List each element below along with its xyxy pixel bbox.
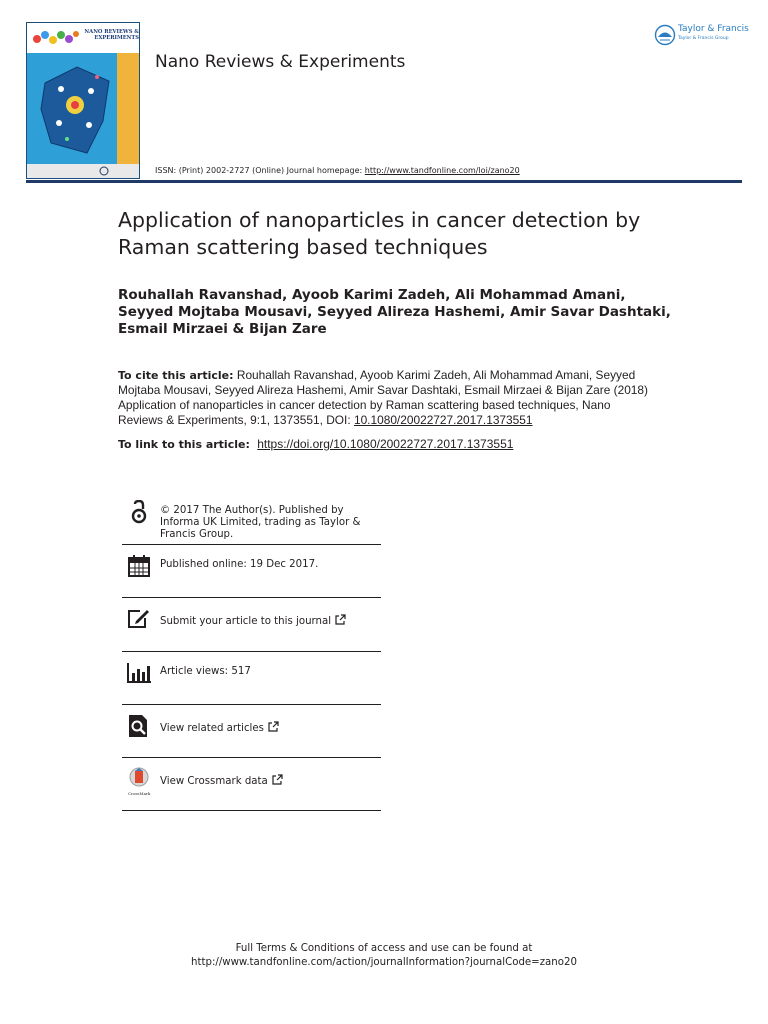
- info-row-license: [122, 497, 381, 545]
- published-date: Published online: 19 Dec 2017.: [160, 559, 319, 570]
- info-row-views: [122, 652, 381, 705]
- journal-homepage-link[interactable]: http://www.tandfonline.com/loi/zano20: [364, 166, 520, 175]
- open-access-icon: [126, 500, 152, 526]
- related-articles-label: View related articles: [160, 723, 264, 734]
- journal-cover-image: [26, 22, 140, 179]
- calendar-icon: [126, 553, 152, 579]
- info-row-related[interactable]: [122, 705, 381, 758]
- info-row-crossmark[interactable]: [122, 758, 381, 811]
- crossmark-badge-text: CrossMark: [128, 791, 151, 796]
- external-link-icon: [271, 774, 283, 786]
- footer-terms-text: Full Terms & Conditions of access and use can be found at: [235, 943, 533, 954]
- publisher-logo-subtitle: Taylor & Francis Group: [678, 36, 729, 41]
- header-rule: [26, 180, 742, 183]
- article-views: Article views: 517: [160, 666, 251, 677]
- cover-molecule-art: [31, 27, 81, 49]
- publisher-logo[interactable]: [654, 22, 749, 48]
- citation-label: To cite this article:: [118, 369, 234, 382]
- related-articles-link[interactable]: [160, 721, 382, 735]
- cover-seal-icon: [99, 166, 109, 176]
- article-title: Application of nanoparticles in cancer detection by Raman scattering based techniques: [118, 208, 641, 259]
- link-label: To link to this article:: [118, 438, 250, 451]
- cover-side-band: [117, 53, 139, 178]
- edit-icon: [126, 606, 152, 632]
- cover-art: [37, 61, 117, 161]
- license-text: © 2017 The Author(s). Published by Informa UK Limited, trading as Taylor & Francis Group.: [160, 505, 361, 540]
- citation-text: Rouhallah Ravanshad, Ayoob Karimi Zadeh, Ali Mohammad Amani, Seyyed Mojtaba Mousavi, Seyyed Alireza Hashemi, Amir Savar Dashtaki, Esmail Mirzaei & Bijan Zare (2018) Application of nanoparticles in cancer detection by Raman scattering based techniques, Nano Reviews & Experiments, 9:1, 1373551, DOI:: [118, 368, 648, 427]
- article-link-line: [118, 437, 513, 451]
- article-info-list: [122, 497, 381, 811]
- issn-line: [155, 166, 520, 175]
- submit-article-label: Submit your article to this journal: [160, 616, 332, 627]
- article-doi-link[interactable]: https://doi.org/10.1080/20022727.2017.1373551: [257, 437, 514, 451]
- journal-title: Nano Reviews & Experiments: [155, 52, 406, 72]
- crossmark-label: View Crossmark data: [160, 776, 268, 787]
- info-row-submit[interactable]: [122, 598, 381, 652]
- search-document-icon: [126, 713, 152, 739]
- footer-terms-link[interactable]: http://www.tandfonline.com/action/journalInformation?journalCode=zano20: [191, 957, 577, 968]
- citation-doi-link[interactable]: 10.1080/20022727.2017.1373551: [353, 413, 533, 427]
- crossmark-icon: [126, 766, 152, 792]
- crossmark-link[interactable]: [160, 774, 382, 788]
- article-authors: Rouhallah Ravanshad, Ayoob Karimi Zadeh, Ali Mohammad Amani, Seyyed Mojtaba Mousavi, Seyyed Alireza Hashemi, Amir Savar Dashtaki, Esmail Mirzaei & Bijan Zare: [118, 287, 671, 337]
- submit-article-link[interactable]: [160, 614, 382, 628]
- publisher-logo-name: Taylor & Francis: [678, 24, 749, 34]
- cover-title: NANO REVIEWS & EXPERIMENTS: [84, 29, 139, 41]
- external-link-icon: [334, 614, 346, 626]
- footer: [0, 942, 768, 970]
- external-link-icon: [267, 721, 279, 733]
- bar-chart-icon: [126, 660, 152, 686]
- info-row-published: [122, 545, 381, 598]
- issn-text: ISSN: (Print) 2002-2727 (Online) Journal homepage:: [155, 166, 363, 175]
- taylor-francis-logo-icon: [654, 24, 676, 46]
- citation-block: [118, 368, 658, 428]
- cover-footer-band: [27, 164, 139, 178]
